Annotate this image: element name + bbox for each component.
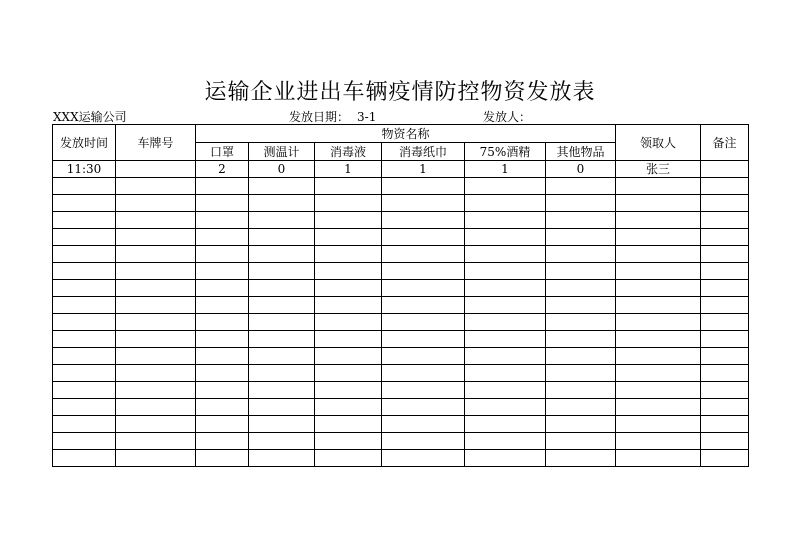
cell-time xyxy=(53,365,116,382)
cell-disinfectant: 1 xyxy=(315,161,382,178)
company-name: XXX运输公司 xyxy=(53,110,127,124)
cell-wipes xyxy=(382,263,465,280)
cell-receiver xyxy=(616,246,701,263)
cell-wipes xyxy=(382,212,465,229)
cell-receiver xyxy=(616,297,701,314)
cell-wipes xyxy=(382,246,465,263)
cell-thermometer xyxy=(249,348,315,365)
cell-wipes xyxy=(382,416,465,433)
cell-other: 0 xyxy=(546,161,616,178)
table-row xyxy=(53,297,749,314)
cell-time xyxy=(53,229,116,246)
cell-time xyxy=(53,212,116,229)
cell-plate xyxy=(116,416,196,433)
cell-thermometer xyxy=(249,450,315,467)
cell-thermometer xyxy=(249,433,315,450)
cell-other xyxy=(546,314,616,331)
cell-plate xyxy=(116,450,196,467)
table-row xyxy=(53,229,749,246)
cell-thermometer: 0 xyxy=(249,161,315,178)
cell-thermometer xyxy=(249,229,315,246)
cell-disinfectant xyxy=(315,212,382,229)
cell-wipes xyxy=(382,229,465,246)
header-receiver: 领取人 xyxy=(616,125,701,161)
cell-wipes xyxy=(382,331,465,348)
table-row xyxy=(53,314,749,331)
cell-notes xyxy=(701,365,749,382)
cell-mask xyxy=(196,416,249,433)
cell-disinfectant xyxy=(315,382,382,399)
cell-time xyxy=(53,263,116,280)
cell-time xyxy=(53,450,116,467)
cell-mask xyxy=(196,263,249,280)
cell-thermometer xyxy=(249,280,315,297)
cell-disinfectant xyxy=(315,280,382,297)
cell-thermometer xyxy=(249,314,315,331)
table-row xyxy=(53,161,749,178)
issue-date-value: 3-1 xyxy=(357,110,377,124)
cell-alcohol xyxy=(465,450,546,467)
cell-disinfectant xyxy=(315,416,382,433)
cell-mask xyxy=(196,399,249,416)
cell-mask xyxy=(196,450,249,467)
cell-plate xyxy=(116,348,196,365)
cell-time xyxy=(53,297,116,314)
cell-plate xyxy=(116,161,196,178)
cell-mask xyxy=(196,280,249,297)
cell-receiver xyxy=(616,365,701,382)
cell-mask xyxy=(196,348,249,365)
table-row xyxy=(53,348,749,365)
cell-time xyxy=(53,280,116,297)
cell-receiver xyxy=(616,229,701,246)
cell-notes xyxy=(701,280,749,297)
cell-alcohol xyxy=(465,382,546,399)
cell-time: 11:30 xyxy=(53,161,116,178)
table-row xyxy=(53,178,749,195)
cell-wipes xyxy=(382,178,465,195)
table-row xyxy=(53,280,749,297)
cell-other xyxy=(546,246,616,263)
cell-notes xyxy=(701,246,749,263)
cell-thermometer xyxy=(249,178,315,195)
cell-disinfectant xyxy=(315,178,382,195)
cell-alcohol xyxy=(465,433,546,450)
table-row xyxy=(53,433,749,450)
issuer-label: 发放人： xyxy=(483,110,532,124)
cell-other xyxy=(546,365,616,382)
cell-other xyxy=(546,263,616,280)
cell-disinfectant xyxy=(315,195,382,212)
cell-other xyxy=(546,348,616,365)
cell-plate xyxy=(116,212,196,229)
cell-other xyxy=(546,382,616,399)
cell-time xyxy=(53,246,116,263)
cell-thermometer xyxy=(249,416,315,433)
cell-receiver xyxy=(616,433,701,450)
cell-other xyxy=(546,331,616,348)
cell-disinfectant xyxy=(315,263,382,280)
cell-disinfectant xyxy=(315,433,382,450)
cell-time xyxy=(53,433,116,450)
cell-notes xyxy=(701,331,749,348)
header-alcohol: 75%酒精 xyxy=(465,143,546,161)
cell-plate xyxy=(116,331,196,348)
cell-receiver: 张三 xyxy=(616,161,701,178)
cell-disinfectant xyxy=(315,365,382,382)
cell-plate xyxy=(116,382,196,399)
cell-plate xyxy=(116,263,196,280)
cell-time xyxy=(53,178,116,195)
cell-thermometer xyxy=(249,365,315,382)
header-wipes: 消毒纸巾 xyxy=(382,143,465,161)
cell-alcohol xyxy=(465,195,546,212)
cell-wipes: 1 xyxy=(382,161,465,178)
cell-alcohol xyxy=(465,297,546,314)
cell-mask xyxy=(196,178,249,195)
cell-notes xyxy=(701,416,749,433)
cell-notes xyxy=(701,382,749,399)
cell-alcohol xyxy=(465,331,546,348)
cell-other xyxy=(546,195,616,212)
cell-disinfectant xyxy=(315,246,382,263)
cell-receiver xyxy=(616,212,701,229)
cell-plate xyxy=(116,195,196,212)
cell-time xyxy=(53,348,116,365)
cell-alcohol xyxy=(465,416,546,433)
header-disinfectant: 消毒液 xyxy=(315,143,382,161)
header-thermometer: 测温计 xyxy=(249,143,315,161)
cell-alcohol xyxy=(465,178,546,195)
cell-mask xyxy=(196,297,249,314)
cell-mask xyxy=(196,365,249,382)
cell-alcohol xyxy=(465,348,546,365)
cell-disinfectant xyxy=(315,331,382,348)
table-row xyxy=(53,382,749,399)
cell-time xyxy=(53,314,116,331)
cell-mask xyxy=(196,212,249,229)
cell-receiver xyxy=(616,399,701,416)
cell-other xyxy=(546,450,616,467)
cell-receiver xyxy=(616,195,701,212)
cell-thermometer xyxy=(249,263,315,280)
cell-notes xyxy=(701,433,749,450)
cell-mask: 2 xyxy=(196,161,249,178)
cell-wipes xyxy=(382,195,465,212)
table-row xyxy=(53,416,749,433)
cell-thermometer xyxy=(249,246,315,263)
table-row xyxy=(53,450,749,467)
cell-mask xyxy=(196,382,249,399)
cell-wipes xyxy=(382,280,465,297)
cell-thermometer xyxy=(249,331,315,348)
cell-receiver xyxy=(616,450,701,467)
cell-mask xyxy=(196,195,249,212)
cell-receiver xyxy=(616,314,701,331)
cell-thermometer xyxy=(249,297,315,314)
cell-mask xyxy=(196,246,249,263)
cell-other xyxy=(546,297,616,314)
cell-thermometer xyxy=(249,382,315,399)
issue-date xyxy=(289,108,376,125)
cell-receiver xyxy=(616,348,701,365)
cell-plate xyxy=(116,433,196,450)
cell-wipes xyxy=(382,297,465,314)
cell-alcohol xyxy=(465,263,546,280)
cell-plate xyxy=(116,365,196,382)
cell-alcohol xyxy=(465,229,546,246)
cell-mask xyxy=(196,314,249,331)
cell-receiver xyxy=(616,331,701,348)
cell-receiver xyxy=(616,280,701,297)
cell-wipes xyxy=(382,348,465,365)
header-notes: 备注 xyxy=(701,125,749,161)
cell-notes xyxy=(701,178,749,195)
cell-plate xyxy=(116,178,196,195)
cell-mask xyxy=(196,331,249,348)
cell-disinfectant xyxy=(315,314,382,331)
cell-alcohol xyxy=(465,365,546,382)
cell-wipes xyxy=(382,382,465,399)
cell-time xyxy=(53,331,116,348)
cell-notes xyxy=(701,399,749,416)
cell-time xyxy=(53,382,116,399)
cell-alcohol xyxy=(465,314,546,331)
table-row xyxy=(53,212,749,229)
cell-time xyxy=(53,416,116,433)
cell-receiver xyxy=(616,382,701,399)
cell-notes xyxy=(701,297,749,314)
cell-other xyxy=(546,280,616,297)
cell-receiver xyxy=(616,263,701,280)
cell-notes xyxy=(701,263,749,280)
cell-thermometer xyxy=(249,212,315,229)
cell-plate xyxy=(116,229,196,246)
cell-alcohol xyxy=(465,399,546,416)
header-plate: 车牌号 xyxy=(116,125,196,161)
header-time: 发放时间 xyxy=(53,125,116,161)
table-row xyxy=(53,365,749,382)
cell-notes xyxy=(701,348,749,365)
cell-wipes xyxy=(382,433,465,450)
header-mask: 口罩 xyxy=(196,143,249,161)
cell-plate xyxy=(116,246,196,263)
cell-plate xyxy=(116,297,196,314)
cell-time xyxy=(53,399,116,416)
table-row xyxy=(53,331,749,348)
cell-notes xyxy=(701,229,749,246)
cell-notes xyxy=(701,161,749,178)
cell-other xyxy=(546,178,616,195)
cell-thermometer xyxy=(249,399,315,416)
cell-notes xyxy=(701,212,749,229)
cell-plate xyxy=(116,314,196,331)
cell-mask xyxy=(196,433,249,450)
cell-alcohol xyxy=(465,212,546,229)
header-other: 其他物品 xyxy=(546,143,616,161)
cell-other xyxy=(546,229,616,246)
cell-receiver xyxy=(616,416,701,433)
cell-notes xyxy=(701,450,749,467)
cell-disinfectant xyxy=(315,450,382,467)
cell-wipes xyxy=(382,365,465,382)
table-row xyxy=(53,399,749,416)
table-row xyxy=(53,263,749,280)
cell-other xyxy=(546,399,616,416)
cell-mask xyxy=(196,229,249,246)
page-title: 运输企业进出车辆疫情防控物资发放表 xyxy=(204,80,596,105)
cell-other xyxy=(546,212,616,229)
table-row xyxy=(53,195,749,212)
cell-disinfectant xyxy=(315,297,382,314)
cell-wipes xyxy=(382,399,465,416)
cell-alcohol xyxy=(465,246,546,263)
cell-time xyxy=(53,195,116,212)
cell-receiver xyxy=(616,178,701,195)
table-row xyxy=(53,246,749,263)
cell-plate xyxy=(116,399,196,416)
cell-notes xyxy=(701,195,749,212)
cell-alcohol xyxy=(465,280,546,297)
supplies-table xyxy=(52,124,749,467)
cell-other xyxy=(546,416,616,433)
cell-disinfectant xyxy=(315,229,382,246)
cell-wipes xyxy=(382,314,465,331)
cell-alcohol: 1 xyxy=(465,161,546,178)
cell-other xyxy=(546,433,616,450)
cell-plate xyxy=(116,280,196,297)
cell-thermometer xyxy=(249,195,315,212)
header-supplies-group: 物资名称 xyxy=(196,125,616,143)
cell-notes xyxy=(701,314,749,331)
cell-wipes xyxy=(382,450,465,467)
issue-date-label: 发放日期： xyxy=(289,110,350,124)
cell-disinfectant xyxy=(315,399,382,416)
cell-disinfectant xyxy=(315,348,382,365)
